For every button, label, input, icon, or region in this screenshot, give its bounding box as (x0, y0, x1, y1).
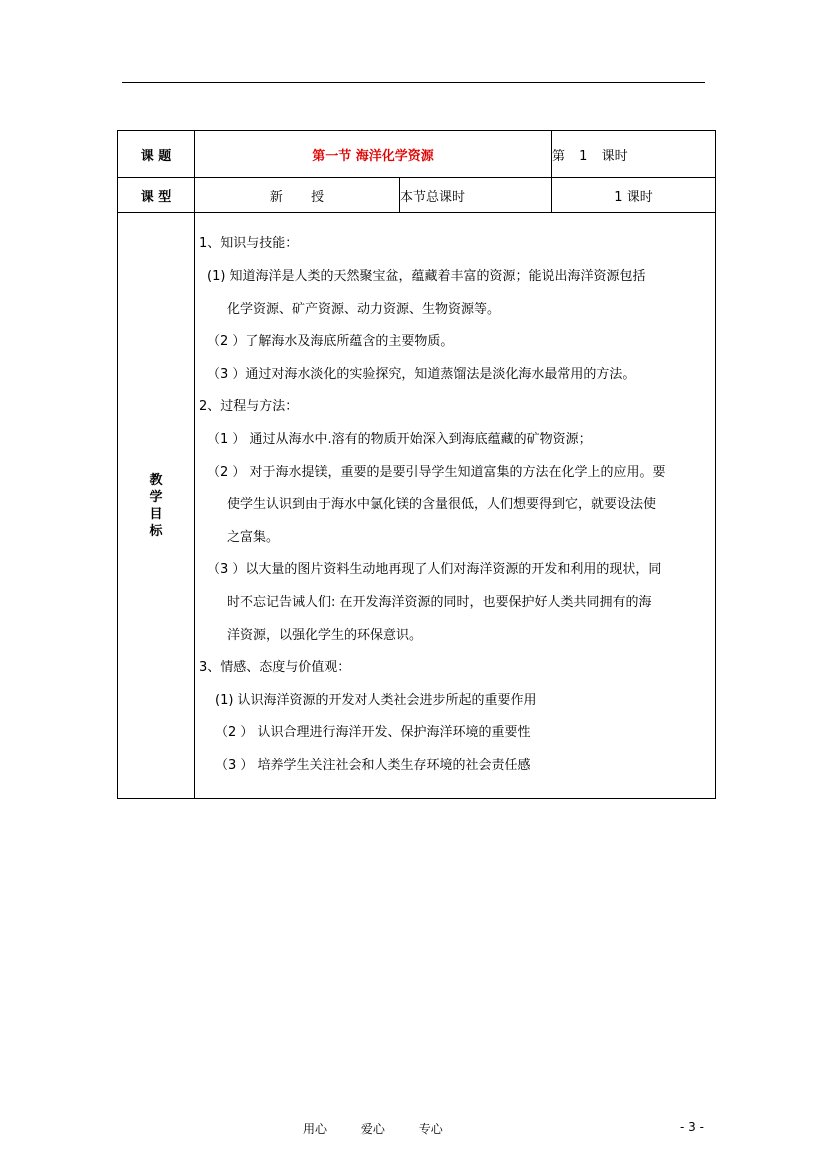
goals-label (118, 213, 195, 799)
goal-line: （2 ） 对于海水提镁，重要的是要引导学生知道富集的方法在化学上的应用。要 (207, 464, 666, 480)
goal-line: （3 ） 培养学生关注社会和人类生存环境的社会责任感 (215, 757, 531, 773)
goal-line: 时不忘记告诫人们: 在开发海洋资源的同时，也要保护好人类共同拥有的海 (227, 594, 652, 610)
period-cell (552, 131, 716, 178)
goals-row (118, 213, 716, 799)
type-label (118, 178, 195, 213)
goal-line: 化学资源、矿产资源、动力资源、生物资源等。 (227, 301, 501, 317)
goals-label-char: 标 (149, 523, 163, 539)
goal-line: （3 ）以大量的图片资料生动地再现了人们对海洋资源的开发和利用的现状，同 (207, 562, 662, 578)
goal-line: （2 ）了解海水及海底所蕴含的主要物质。 (207, 334, 454, 350)
type-char-2: 授 (311, 189, 325, 205)
motto-word: 专心 (418, 1122, 443, 1136)
type-char-1: 新 (269, 189, 283, 205)
type-value-cell (195, 178, 400, 213)
goal-heading: 3、情感、态度与价值观： (199, 660, 351, 676)
lesson-plan-table (117, 130, 716, 799)
footer-motto (303, 1120, 473, 1137)
goal-line: (1) 认识海洋资源的开发对人类社会进步所起的重要作用 (215, 692, 537, 708)
goals-content (195, 213, 716, 799)
goal-line: （1 ） 通过从海水中.溶有的物质开始深入到海底蕴藏的矿物资源； (207, 432, 592, 448)
type-label-text: 课 型 (140, 189, 172, 205)
type-row (118, 178, 716, 213)
goal-line: （2 ） 认识合理进行海洋开发、保护海洋环境的重要性 (215, 725, 531, 741)
goal-line: (1) 知道海洋是人类的天然聚宝盆，蕴藏着丰富的资源；能说出海洋资源包括 (207, 269, 646, 285)
goal-line: （3 ）通过对海水淡化的实验探究，知道蒸馏法是淡化海水最常用的方法。 (207, 366, 636, 382)
motto-word: 爱心 (360, 1122, 385, 1136)
total-periods-label (400, 178, 552, 213)
period-number: 1 (579, 148, 588, 164)
total-periods-value (552, 178, 716, 213)
lesson-title-cell (195, 131, 552, 178)
goals-label-char: 目 (149, 506, 163, 522)
goal-line: 之富集。 (227, 529, 280, 545)
lesson-title: 第一节 海洋化学资源 (312, 148, 434, 164)
goal-heading: 1、知识与技能： (199, 236, 299, 252)
topic-label (118, 131, 195, 178)
header-rule (122, 82, 705, 83)
period-suffix: 课时 (601, 148, 628, 164)
total-periods-value-text: 1 课时 (614, 189, 653, 205)
motto-word: 用心 (303, 1122, 328, 1136)
goals-label-char: 学 (149, 489, 163, 505)
topic-row (118, 131, 716, 178)
goal-line: 使学生认识到由于海水中氯化镁的含量很低，人们想要得到它，就要设法使 (227, 497, 657, 513)
page-number: - 3 - (680, 1120, 704, 1134)
topic-label-text: 课 题 (140, 148, 172, 164)
goals-label-char: 教 (149, 472, 163, 488)
total-periods-label-text: 本节总课时 (400, 189, 466, 205)
goal-line: 洋资源，以强化学生的环保意识。 (227, 627, 423, 643)
period-prefix: 第 (552, 148, 566, 164)
goal-heading: 2、过程与方法： (199, 399, 299, 415)
